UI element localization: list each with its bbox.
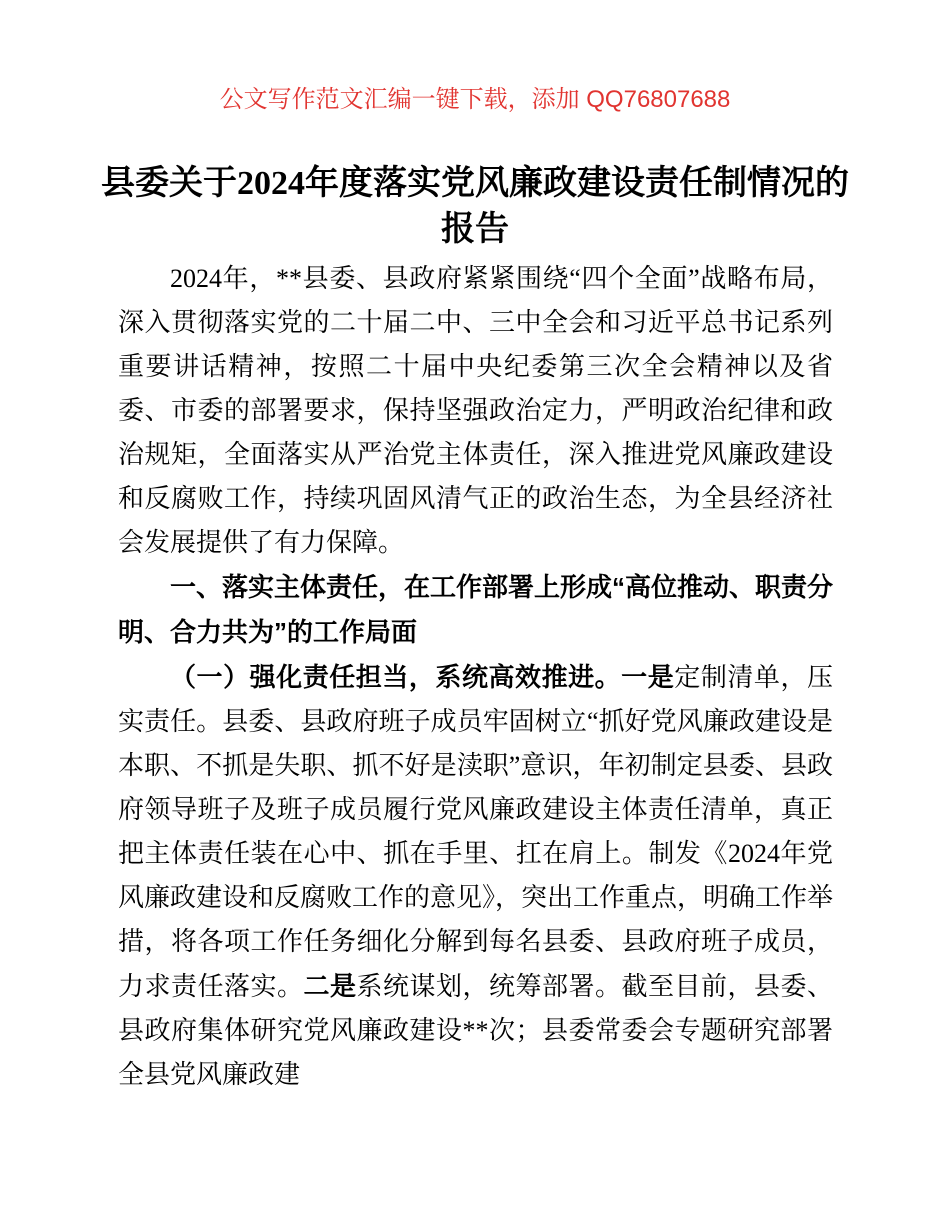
- subsection-1-lead-bold: （一）强化责任担当，系统高效推进。一是: [170, 662, 675, 692]
- paragraph-section-1-1: [118, 655, 833, 1097]
- paragraph-intro: [118, 257, 833, 565]
- paragraph-intro-text: 2024年，**县委、县政府紧紧围绕“四个全面”战略布局，深入贯彻落实党的二十届二中、三中全会和习近平总书记系列重要讲话精神，按照二十届中央纪委第三次全会精神以及省委、市委的部署要求，保持坚强政治定力，严明政治纪律和政治规矩，全面落实从严治党主体责任，深入推进党风廉政建设和反腐败工作，持续巩固风清气正的政治生态，为全县经济社会发展提供了有力保障。: [118, 264, 833, 557]
- section-1-heading-text: 一、落实主体责任，在工作部署上形成“高位推动、职责分明、合力共为”的工作局面: [118, 572, 834, 647]
- subsection-1-text-b: 系统谋划，统筹部署。截至目前，县委、县政府集体研究党风廉政建设**次；县委常委会专题研究部署全县党风廉政建: [118, 972, 833, 1089]
- document-body: [118, 257, 833, 1097]
- section-1-heading: [118, 565, 833, 655]
- subsection-1-text-a: 定制清单，压实责任。县委、县政府班子成员牢固树立“抓好党风廉政建设是本职、不抓是失职、抓不好是渎职”意识，年初制定县委、县政府领导班子及班子成员履行党风廉政建设主体责任清单，真正把主体责任装在心中、抓在手里、扛在肩上。制发《2024年党风廉政建设和反腐败工作的意见》，突出工作重点，明确工作举措，将各项工作任务细化分解到每名县委、县政府班子成员，力求责任落实。: [118, 663, 834, 1001]
- header-promo-notice: 公文写作范文汇编一键下载，添加 QQ76807688: [219, 86, 731, 113]
- subsection-1-marker-two-bold: 二是: [303, 971, 357, 1001]
- document-title: 县委关于2024年度落实党风廉政建设责任制情况的报告: [101, 165, 849, 248]
